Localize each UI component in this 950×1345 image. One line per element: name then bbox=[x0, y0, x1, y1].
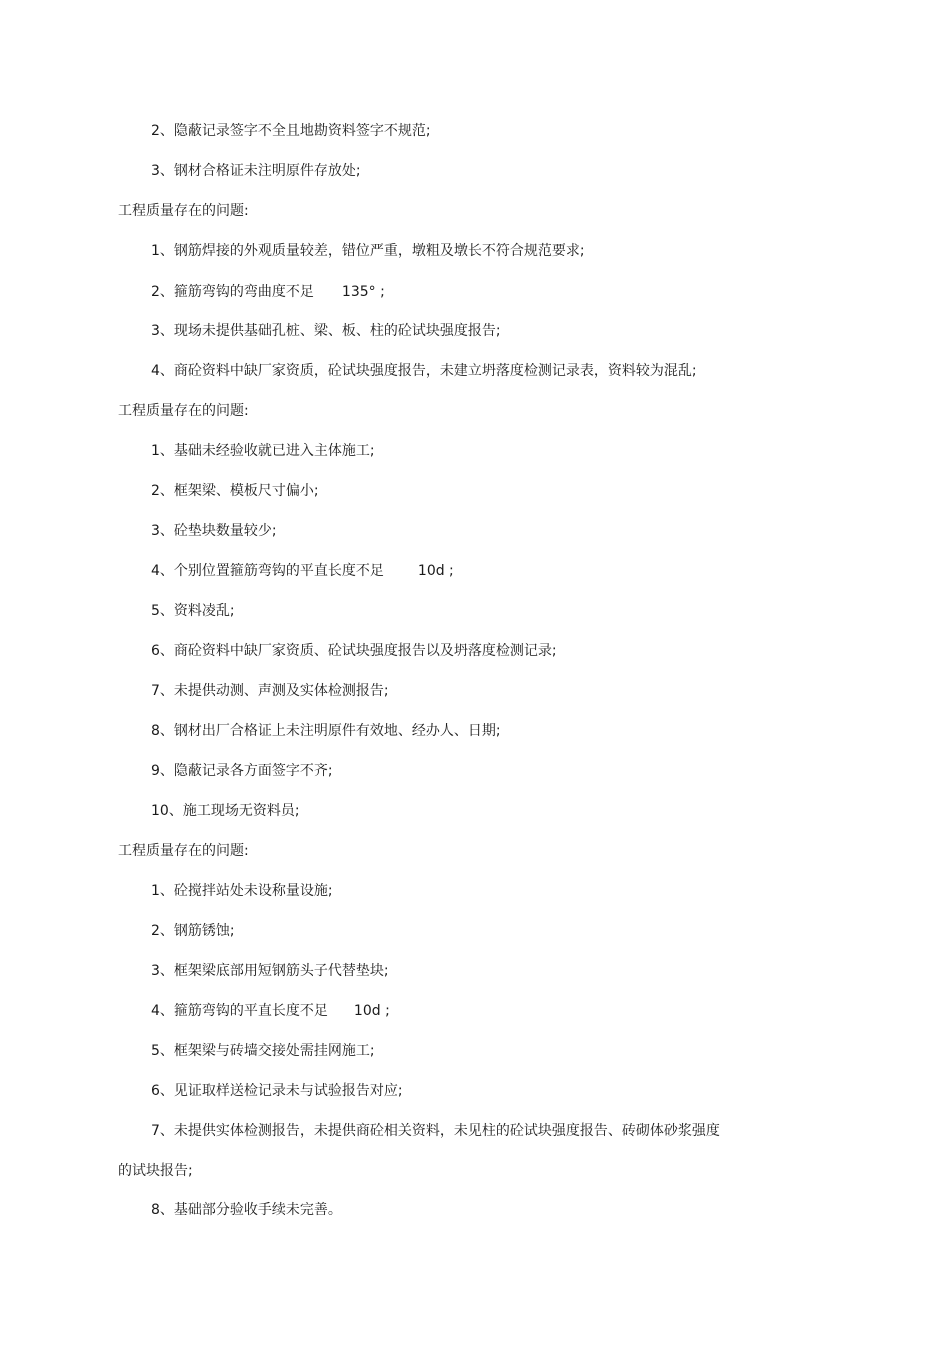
section-heading: 工程质量存在的问题: bbox=[118, 203, 249, 219]
list-item-continuation: 的试块报告; bbox=[118, 1163, 193, 1179]
list-item: 6、商砼资料中缺厂家资质、砼试块强度报告以及坍落度检测记录; bbox=[151, 643, 557, 659]
list-item bbox=[151, 561, 454, 581]
list-item: 6、见证取样送检记录未与试验报告对应; bbox=[151, 1083, 403, 1099]
list-item: 2、框架梁、模板尺寸偏小; bbox=[151, 483, 319, 499]
list-item-value: 10d ; bbox=[417, 563, 454, 579]
list-item: 3、钢材合格证未注明原件存放处; bbox=[151, 163, 361, 179]
list-item: 5、框架梁与砖墙交接处需挂网施工; bbox=[151, 1043, 375, 1059]
section-heading: 工程质量存在的问题: bbox=[118, 403, 249, 419]
list-item bbox=[151, 1001, 390, 1021]
list-item: 10、施工现场无资料员; bbox=[151, 803, 300, 819]
list-item: 2、隐蔽记录签字不全且地勘资料签字不规范; bbox=[151, 123, 431, 139]
list-item-text: 2、箍筋弯钩的弯曲度不足 bbox=[151, 284, 314, 300]
list-item: 9、隐蔽记录各方面签字不齐; bbox=[151, 763, 333, 779]
list-item: 1、砼搅拌站处未设称量设施; bbox=[151, 883, 333, 899]
list-item: 2、钢筋锈蚀; bbox=[151, 923, 235, 939]
list-item-value: 10d ; bbox=[353, 1003, 390, 1019]
list-item-text: 4、箍筋弯钩的平直长度不足 bbox=[151, 1003, 328, 1019]
list-item: 1、基础未经验收就已进入主体施工; bbox=[151, 443, 375, 459]
list-item-text: 4、个别位置箍筋弯钩的平直长度不足 bbox=[151, 563, 384, 579]
list-item-value: 135° ; bbox=[341, 284, 385, 300]
section-heading: 工程质量存在的问题: bbox=[118, 843, 249, 859]
list-item: 7、未提供实体检测报告，未提供商砼相关资料，未见柱的砼试块强度报告、砖砌体砂浆强度 bbox=[151, 1123, 720, 1139]
list-item: 5、资料凌乱; bbox=[151, 603, 235, 619]
list-item: 7、未提供动测、声测及实体检测报告; bbox=[151, 683, 389, 699]
list-item bbox=[151, 282, 385, 302]
list-item: 4、商砼资料中缺厂家资质，砼试块强度报告，未建立坍落度检测记录表，资料较为混乱; bbox=[151, 363, 697, 379]
list-item: 3、现场未提供基础孔桩、梁、板、柱的砼试块强度报告; bbox=[151, 323, 501, 339]
list-item: 3、砼垫块数量较少; bbox=[151, 523, 277, 539]
list-item: 1、钢筋焊接的外观质量较差，错位严重，墩粗及墩长不符合规范要求; bbox=[151, 243, 585, 259]
list-item: 8、钢材出厂合格证上未注明原件有效地、经办人、日期; bbox=[151, 723, 501, 739]
list-item: 8、基础部分验收手续未完善。 bbox=[151, 1202, 342, 1218]
list-item: 3、框架梁底部用短钢筋头子代替垫块; bbox=[151, 963, 389, 979]
